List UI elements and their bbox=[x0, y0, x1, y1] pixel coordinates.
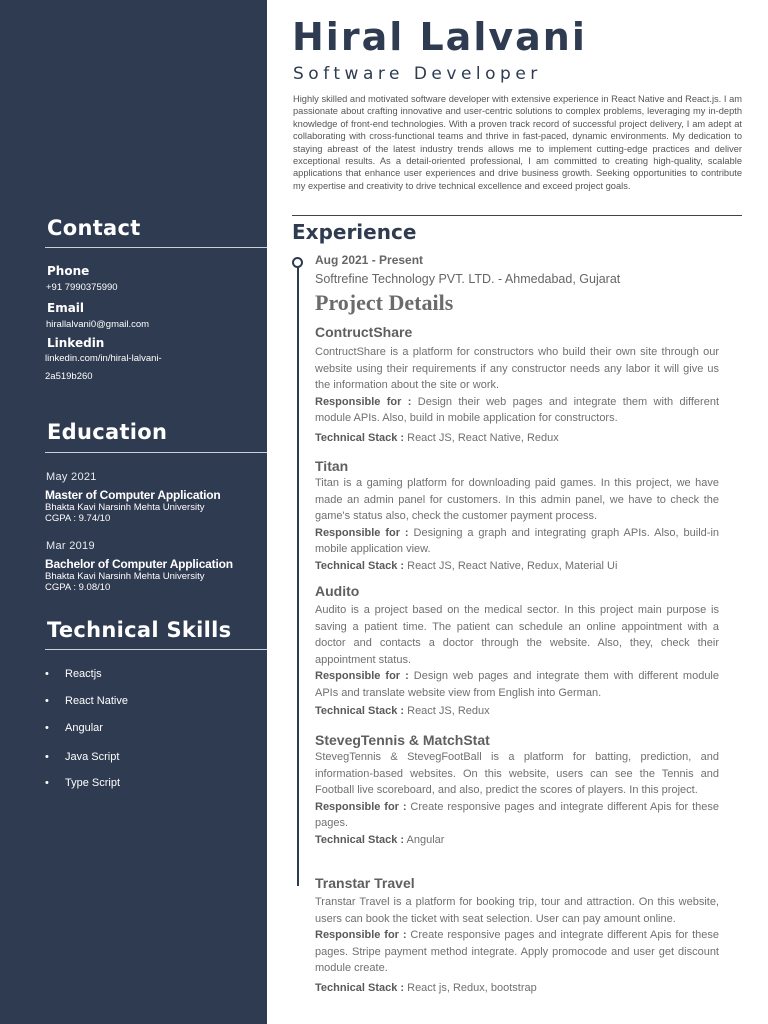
stack-text: React JS, Redux bbox=[407, 705, 490, 717]
stack-text: React JS, React Native, Redux, Material Ui bbox=[407, 559, 618, 572]
stack-text: React JS, React Native, Redux bbox=[407, 431, 559, 444]
responsibility-text: Designing a graph and integrating graph APIs. Also, build-in mobile application view. bbox=[315, 526, 719, 555]
responsible-label: Responsible for : bbox=[315, 929, 407, 941]
education-degree: Master of Computer Application bbox=[45, 488, 221, 502]
responsibility-text: Design their web pages and integrate them with different module APIs. Also, build in mobile application for constructors. bbox=[315, 395, 720, 424]
timeline-dot-icon bbox=[292, 257, 303, 268]
job-date: Aug 2021 - Present bbox=[315, 253, 424, 267]
bullet-icon: • bbox=[45, 695, 49, 707]
education-cgpa: CGPA : 9.74/10 bbox=[45, 513, 111, 524]
project-responsibility bbox=[315, 668, 719, 701]
project-stack bbox=[315, 703, 719, 720]
skill-label: Type Script bbox=[65, 777, 121, 789]
summary-divider bbox=[292, 215, 742, 216]
project-description: Audito is a project based on the medical sector. In this project main purpose is saving a patient time. The patient can schedule an online appointment with a doctor and contacts a doctor through the website. Also, they, check their appointment status. bbox=[315, 604, 719, 666]
experience-heading: Experience bbox=[292, 220, 417, 244]
bullet-icon: • bbox=[45, 751, 49, 763]
responsibility-text: Design web pages and integrate them with different module APIs and translate website view from English into German. bbox=[315, 670, 719, 699]
stack-label: Technical Stack : bbox=[315, 833, 405, 846]
skill-label: React Native bbox=[65, 695, 128, 707]
project-stack bbox=[315, 832, 719, 849]
project-details-heading: Project Details bbox=[315, 290, 454, 315]
linkedin-value-line2[interactable]: 2a519b260 bbox=[45, 371, 93, 382]
contact-divider bbox=[45, 247, 267, 248]
project-description: StevegTennis & StevegFootBall is a platform for batting, prediction, and information-based websites. On this website, users can see the Tennis and Football live scoreboard, and also, predict the scores of players. In this project. bbox=[315, 751, 719, 796]
linkedin-label: Linkedin bbox=[47, 336, 105, 350]
project-title: ContructShare bbox=[315, 324, 413, 340]
candidate-role: Software Developer bbox=[293, 64, 542, 84]
responsible-label: Responsible for : bbox=[315, 800, 407, 813]
education-divider bbox=[45, 452, 267, 453]
education-cgpa: CGPA : 9.08/10 bbox=[45, 582, 111, 593]
project-item bbox=[315, 457, 719, 574]
project-title: Titan bbox=[315, 458, 349, 474]
linkedin-value-line1[interactable]: linkedin.com/in/hiral-lalvani- bbox=[45, 353, 162, 364]
skills-heading: Technical Skills bbox=[47, 618, 232, 642]
project-stack bbox=[315, 980, 719, 997]
stack-text: Angular bbox=[406, 833, 445, 846]
skill-label: Angular bbox=[65, 722, 103, 734]
responsible-label: Responsible for : bbox=[315, 526, 409, 539]
bullet-icon: • bbox=[45, 777, 49, 789]
profile-summary: Highly skilled and motivated software developer with extensive experience in React Native and React.js. I am passionate about crafting innovative and user-centric solutions to complex problems, leveraging my in-depth knowledge of front-end technologies. With a proven track record of successful project delivery, I am adept at collaborating with cross-functional teams and thrive in fast-paced, dynamic environments. My dedication to staying abreast of the latest industry trends allows me to implement cutting-edge practices and deliver exceptional results. As a detail-oriented professional, I am committed to creating high-quality, scalable applications that enhance user experiences and drive business growth. Seeking opportunities to contribute my expertise and creativity to drive technical excellence and exceed project goals. bbox=[293, 94, 742, 191]
project-item bbox=[315, 323, 719, 446]
stack-label: Technical Stack : bbox=[315, 431, 405, 444]
contact-heading: Contact bbox=[47, 216, 141, 240]
education-date: May 2021 bbox=[46, 471, 97, 483]
project-description: Titan is a gaming platform for downloading paid games. In this project, we have made an admin panel for customers. In this admin panel, we have to check the game's status also, check the customer payment process. bbox=[315, 477, 719, 522]
education-heading: Education bbox=[47, 420, 168, 444]
project-description: ContructShare is a platform for constructors who build their own site through our website using their requirements if any constructor needs any labor it will give us the information about the site or work. bbox=[315, 346, 719, 391]
timeline-line bbox=[297, 262, 299, 886]
project-responsibility bbox=[315, 927, 719, 977]
education-university: Bhakta Kavi Narsinh Mehta University bbox=[45, 502, 205, 513]
responsible-label: Responsible for : bbox=[315, 670, 409, 682]
stack-label: Technical Stack : bbox=[315, 981, 405, 994]
skill-label: Java Script bbox=[65, 751, 120, 763]
project-responsibility bbox=[315, 394, 719, 427]
stack-text: React js, Redux, bootstrap bbox=[407, 981, 537, 994]
phone-value[interactable]: +91 7990375990 bbox=[46, 282, 118, 293]
project-title: Audito bbox=[315, 583, 360, 599]
stack-label: Technical Stack : bbox=[315, 559, 405, 572]
skill-label: Reactjs bbox=[65, 668, 102, 680]
project-item bbox=[315, 874, 719, 996]
bullet-icon: • bbox=[45, 668, 49, 680]
education-date: Mar 2019 bbox=[46, 540, 95, 552]
project-title: Transtar Travel bbox=[315, 875, 415, 891]
email-value[interactable]: hirallalvani0@gmail.com bbox=[46, 319, 150, 330]
email-label: Email bbox=[47, 301, 85, 315]
candidate-name: Hiral Lalvani bbox=[292, 15, 587, 59]
project-stack bbox=[315, 558, 719, 575]
responsibility-text: Create responsive pages and integrate different Apis for these pages. bbox=[315, 800, 719, 829]
responsibility-text: Create responsive pages and integrate different Apis for these pages. Stripe payment method integrate. Apply promocode and user get discount module create. bbox=[315, 929, 719, 974]
skills-divider bbox=[45, 649, 267, 650]
education-degree: Bachelor of Computer Application bbox=[45, 557, 233, 571]
project-title: StevegTennis & MatchStat bbox=[315, 732, 490, 748]
job-company: Softrefine Technology PVT. LTD. - Ahmedabad, Gujarat bbox=[315, 272, 621, 286]
project-item bbox=[315, 731, 719, 848]
project-responsibility bbox=[315, 799, 719, 832]
project-stack bbox=[315, 430, 719, 447]
sidebar bbox=[0, 0, 267, 1024]
responsible-label: Responsible for : bbox=[315, 395, 412, 408]
project-description: Transtar Travel is a platform for booking trip, tour and attraction. On this website, users can book the ticket with seat selection. User can pay amount online. bbox=[315, 896, 719, 925]
phone-label: Phone bbox=[47, 264, 90, 278]
project-item bbox=[315, 582, 719, 720]
project-responsibility bbox=[315, 525, 719, 558]
bullet-icon: • bbox=[45, 722, 49, 734]
education-university: Bhakta Kavi Narsinh Mehta University bbox=[45, 571, 205, 582]
stack-label: Technical Stack : bbox=[315, 705, 405, 717]
